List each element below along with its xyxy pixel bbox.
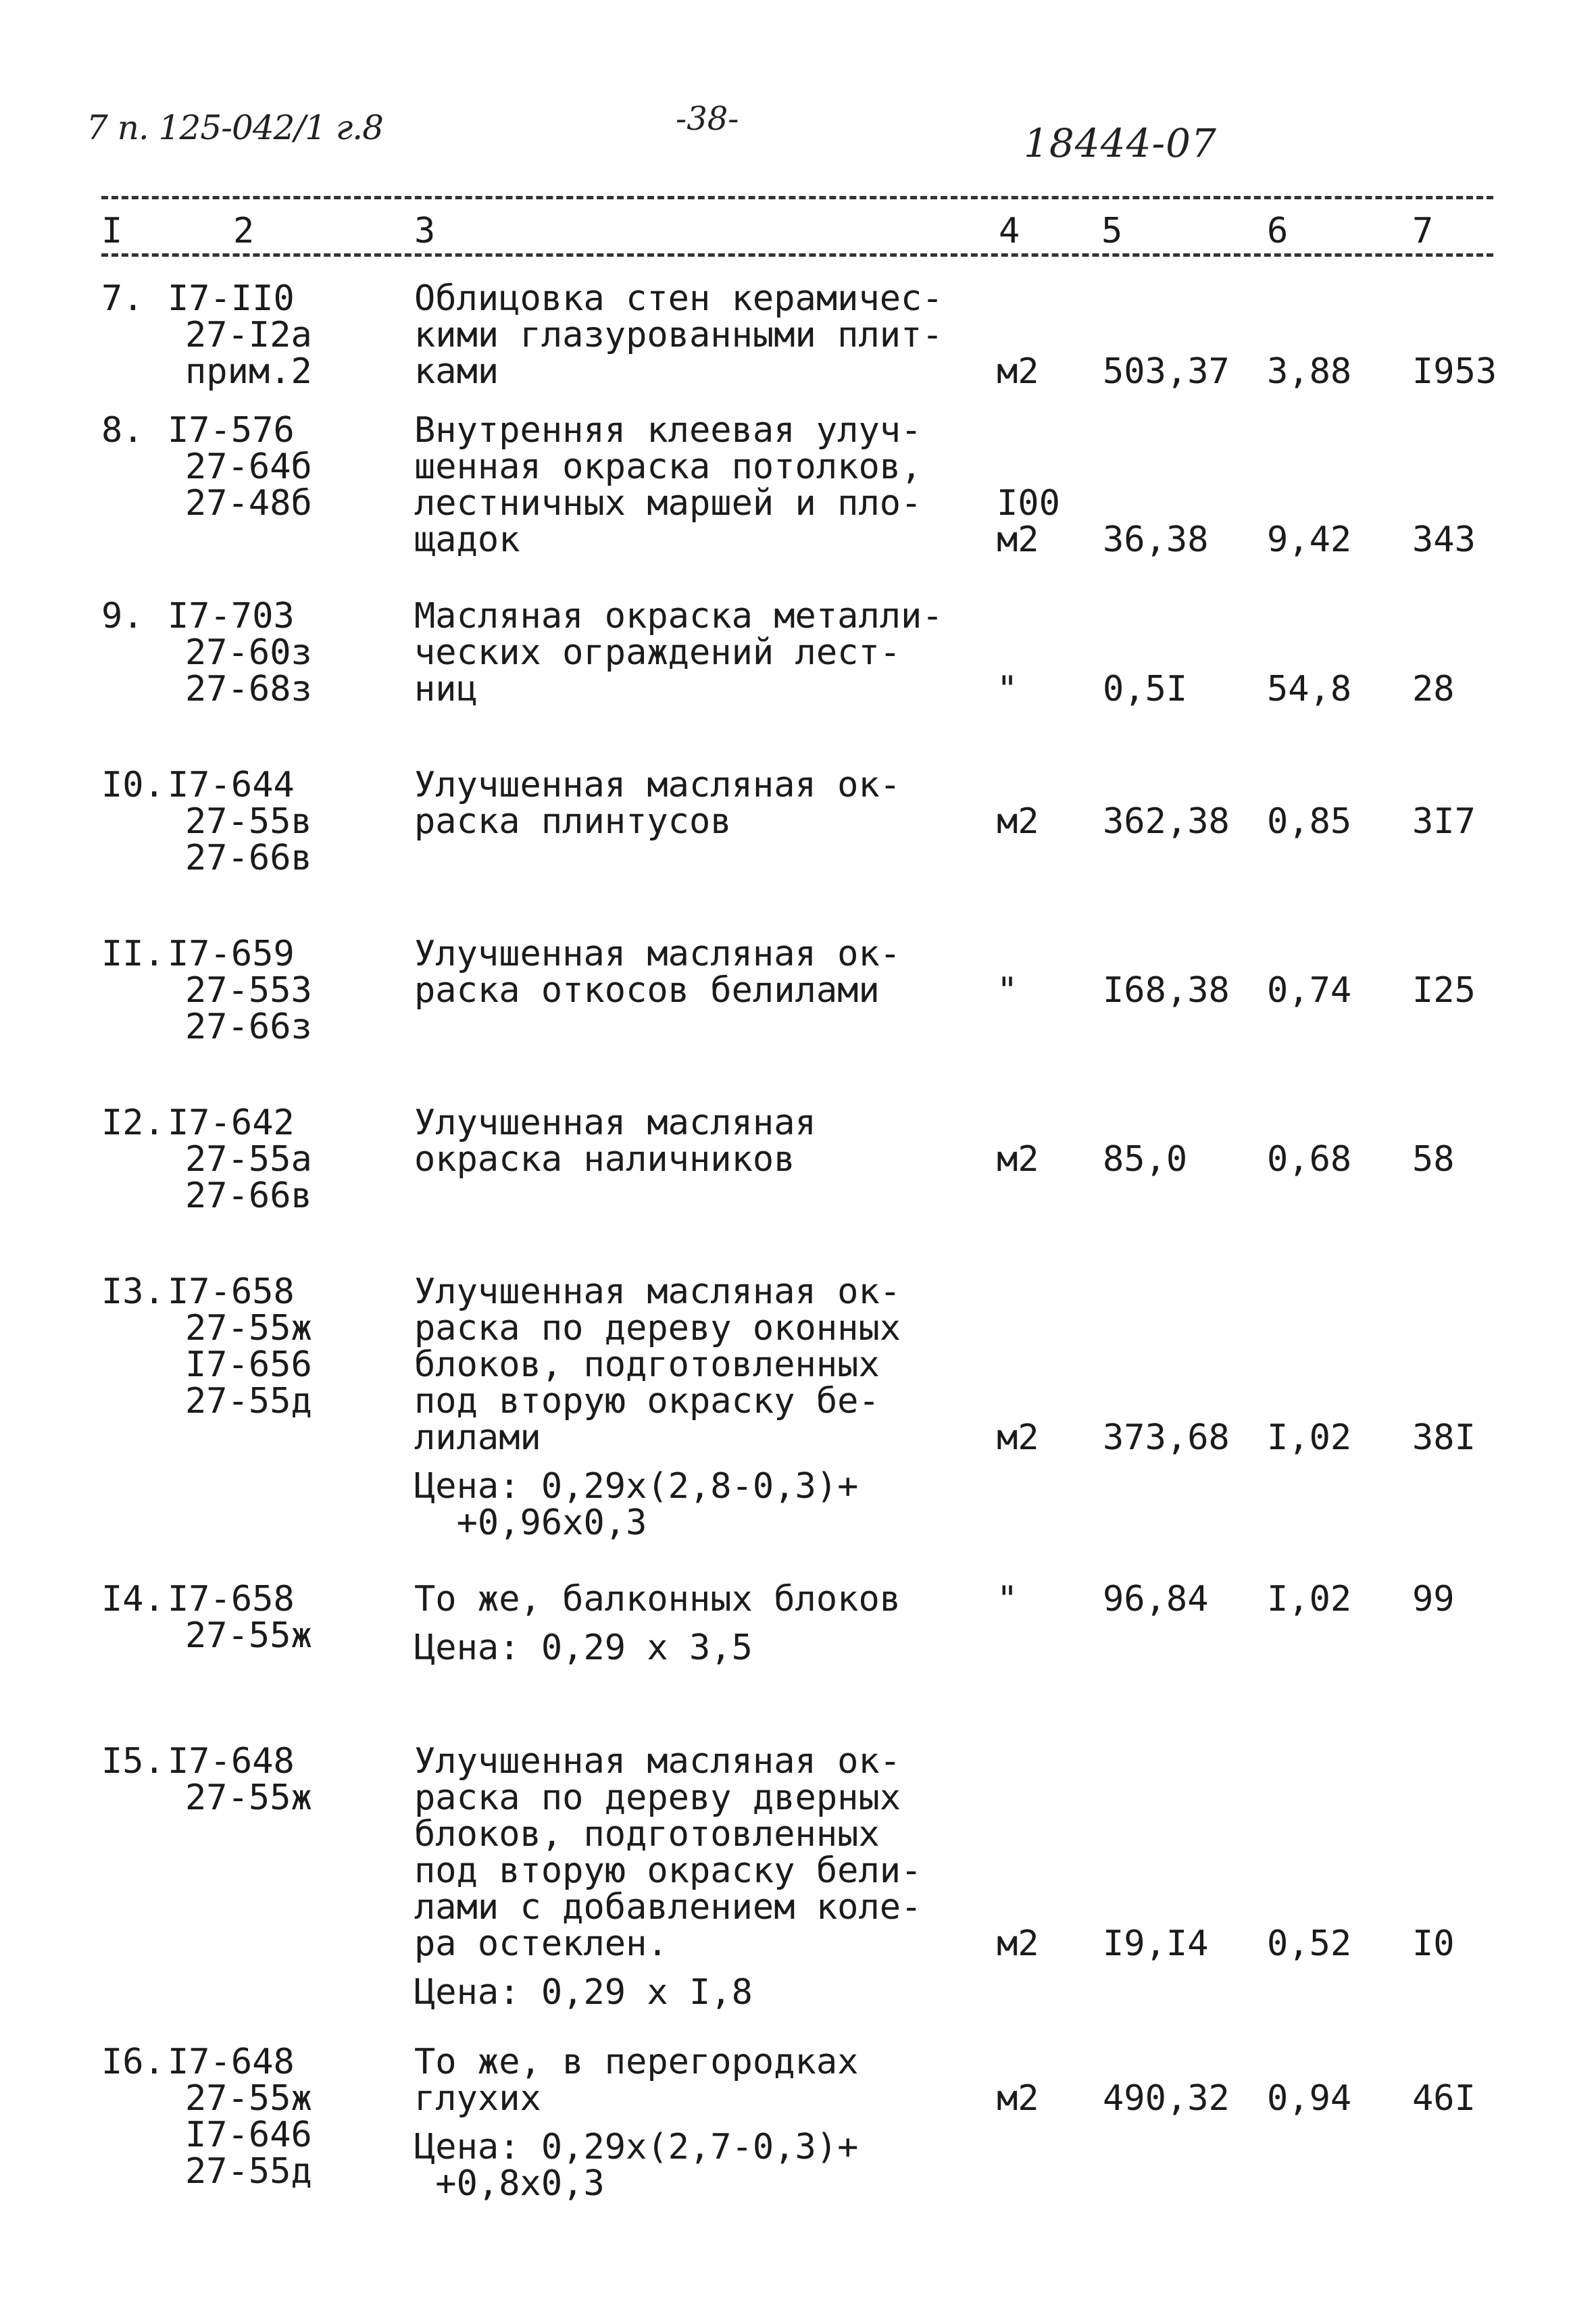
- unit-rate-value: 0,52: [1267, 1923, 1352, 1964]
- norm-codes: [168, 2044, 312, 2190]
- norm-code: 27-55ж: [185, 1778, 312, 1818]
- price-formula: Цена: 0,29 х 3,5: [414, 1628, 753, 1668]
- header-divider-bottom: [101, 253, 1493, 257]
- unit-rate-value: 0,74: [1267, 970, 1352, 1011]
- work-description: Облицовка стен керамичес- кими глазурованными плит- ками: [414, 278, 943, 392]
- work-description: Улучшенная масляная ок- раска по дереву оконных блоков, подготовленных под вторую окраску бе- лилами: [414, 1272, 901, 1458]
- unit-of-measure: м2: [997, 1139, 1039, 1180]
- col-header-7: 7: [1412, 211, 1434, 251]
- unit-of-measure: м2: [997, 2078, 1039, 2119]
- work-description: Улучшенная масляная ок- раска по дереву дверных блоков, подготовленных под вторую окраску бели- лами с добавлением коле- ра остеклен.: [414, 1741, 922, 1964]
- item-number: 7.: [101, 278, 144, 319]
- unit-of-measure: м2: [997, 1923, 1039, 1964]
- norm-code: 27-55ж: [185, 2078, 312, 2119]
- norm-code: 27-66в: [185, 838, 312, 878]
- unit-rate-value: 0,85: [1267, 801, 1352, 842]
- document-code: 7 п. 125-042/1 г.8: [86, 108, 383, 147]
- unit-rate-value: I,02: [1267, 1579, 1352, 1619]
- norm-code: 27-55д: [185, 1381, 312, 1422]
- norm-code: I7-648: [168, 1741, 295, 1782]
- unit-rate-value: I,02: [1267, 1417, 1352, 1458]
- unit-rate-value: 3,88: [1267, 351, 1352, 392]
- unit-of-measure: м2: [997, 1417, 1039, 1458]
- norm-codes: [168, 598, 312, 707]
- unit-rate-value: 9,42: [1267, 520, 1352, 560]
- item-number: I5.: [101, 1741, 165, 1782]
- work-description: Улучшенная масляная окраска наличников: [414, 1103, 816, 1180]
- unit-of-measure: м2: [997, 351, 1039, 392]
- norm-codes: [168, 280, 312, 390]
- work-description: Улучшенная масляная ок- раска откосов белилами: [414, 934, 901, 1011]
- header-divider-top: [101, 196, 1493, 199]
- item-number: I3.: [101, 1272, 165, 1312]
- unit-of-measure: м2: [997, 801, 1039, 842]
- norm-code: 27-48б: [185, 483, 312, 524]
- total-cost-value: 38I: [1412, 1417, 1476, 1458]
- norm-code: I7-648: [168, 2042, 295, 2082]
- quantity-value: 85,0: [1103, 1139, 1188, 1180]
- unit-rate-value: 54,8: [1267, 669, 1352, 709]
- quantity-value: I9,I4: [1103, 1923, 1209, 1964]
- quantity-value: 96,84: [1103, 1579, 1209, 1619]
- norm-code: I7-659: [168, 934, 295, 974]
- col-header-3: 3: [414, 211, 436, 251]
- item-number: 8.: [101, 410, 144, 451]
- norm-code: 27-68з: [185, 669, 312, 709]
- total-cost-value: 343: [1412, 520, 1476, 560]
- total-cost-value: I0: [1412, 1923, 1455, 1964]
- col-header-4: 4: [999, 211, 1020, 251]
- norm-code: 27-553: [185, 970, 312, 1011]
- total-cost-value: 46I: [1412, 2078, 1476, 2119]
- sheet-code: 18444-07: [1024, 120, 1217, 166]
- total-cost-value: 3I7: [1412, 801, 1476, 842]
- item-number: 9.: [101, 596, 144, 636]
- norm-codes: [168, 1272, 312, 1422]
- quantity-value: I68,38: [1103, 970, 1230, 1011]
- norm-code: 27-55д: [185, 2151, 312, 2192]
- unit-rate-value: 0,94: [1267, 2078, 1352, 2119]
- norm-code: 27-64б: [185, 447, 312, 487]
- work-description: Улучшенная масляная ок- раска плинтусов: [414, 765, 901, 842]
- unit-of-measure: ": [997, 669, 1018, 709]
- quantity-value: 490,32: [1103, 2078, 1230, 2119]
- price-formula: Цена: 0,29х(2,8-0,3)+ +0,96х0,3: [414, 1466, 859, 1543]
- quantity-value: 0,5I: [1103, 669, 1188, 709]
- norm-code: I7-644: [168, 765, 295, 805]
- unit-of-measure: ": [997, 970, 1018, 1011]
- norm-code: 27-66в: [185, 1176, 312, 1216]
- norm-code: 27-60з: [185, 632, 312, 673]
- col-header-5: 5: [1101, 211, 1123, 251]
- total-cost-value: I953: [1412, 351, 1497, 392]
- item-number: I2.: [101, 1103, 165, 1143]
- norm-code: I7-646: [185, 2115, 312, 2155]
- work-description: Масляная окраска металли- ческих ограждений лест- ниц: [414, 596, 943, 709]
- norm-code: I7-II0: [168, 278, 295, 319]
- norm-code: 27-55а: [185, 1139, 312, 1180]
- item-number: II.: [101, 934, 165, 974]
- item-number: I0.: [101, 765, 165, 805]
- norm-code: I7-656: [185, 1344, 312, 1385]
- norm-code: 27-66з: [185, 1007, 312, 1047]
- norm-code: I7-658: [168, 1272, 295, 1312]
- item-number: I4.: [101, 1579, 165, 1619]
- norm-codes: [168, 1743, 312, 1816]
- norm-code: I7-658: [168, 1579, 295, 1619]
- unit-of-measure: I00 м2: [997, 483, 1060, 560]
- work-description: То же, балконных блоков: [414, 1579, 901, 1619]
- col-header-1: I: [101, 211, 123, 251]
- norm-codes: [168, 412, 312, 522]
- col-header-6: 6: [1267, 211, 1289, 251]
- norm-code: 27-55ж: [185, 1615, 312, 1656]
- total-cost-value: I25: [1412, 970, 1476, 1011]
- norm-codes: [168, 767, 312, 876]
- unit-of-measure: ": [997, 1579, 1018, 1619]
- norm-code: I7-576: [168, 410, 295, 451]
- norm-codes: [168, 1581, 312, 1654]
- norm-codes: [168, 936, 312, 1045]
- work-description: Внутренняя клеевая улуч- шенная окраска потолков, лестничных маршей и пло- щадок: [414, 410, 922, 560]
- page-number: -38-: [676, 100, 739, 138]
- col-header-2: 2: [233, 211, 255, 251]
- total-cost-value: 28: [1412, 669, 1455, 709]
- price-formula: Цена: 0,29 х I,8: [414, 1972, 753, 2013]
- quantity-value: 362,38: [1103, 801, 1230, 842]
- quantity-value: 503,37: [1103, 351, 1230, 392]
- norm-code: I7-642: [168, 1103, 295, 1143]
- norm-codes: [168, 1105, 312, 1214]
- quantity-value: 36,38: [1103, 520, 1209, 560]
- norm-code: прим.2: [185, 351, 312, 392]
- total-cost-value: 58: [1412, 1139, 1455, 1180]
- unit-rate-value: 0,68: [1267, 1139, 1352, 1180]
- work-description: То же, в перегородках глухих: [414, 2042, 859, 2119]
- item-number: I6.: [101, 2042, 165, 2082]
- norm-code: 27-55ж: [185, 1308, 312, 1349]
- norm-code: 27-55в: [185, 801, 312, 842]
- norm-code: 27-I2а: [185, 315, 312, 355]
- price-formula: Цена: 0,29х(2,7-0,3)+ +0,8х0,3: [414, 2127, 859, 2204]
- norm-code: I7-703: [168, 596, 295, 636]
- quantity-value: 373,68: [1103, 1417, 1230, 1458]
- total-cost-value: 99: [1412, 1579, 1455, 1619]
